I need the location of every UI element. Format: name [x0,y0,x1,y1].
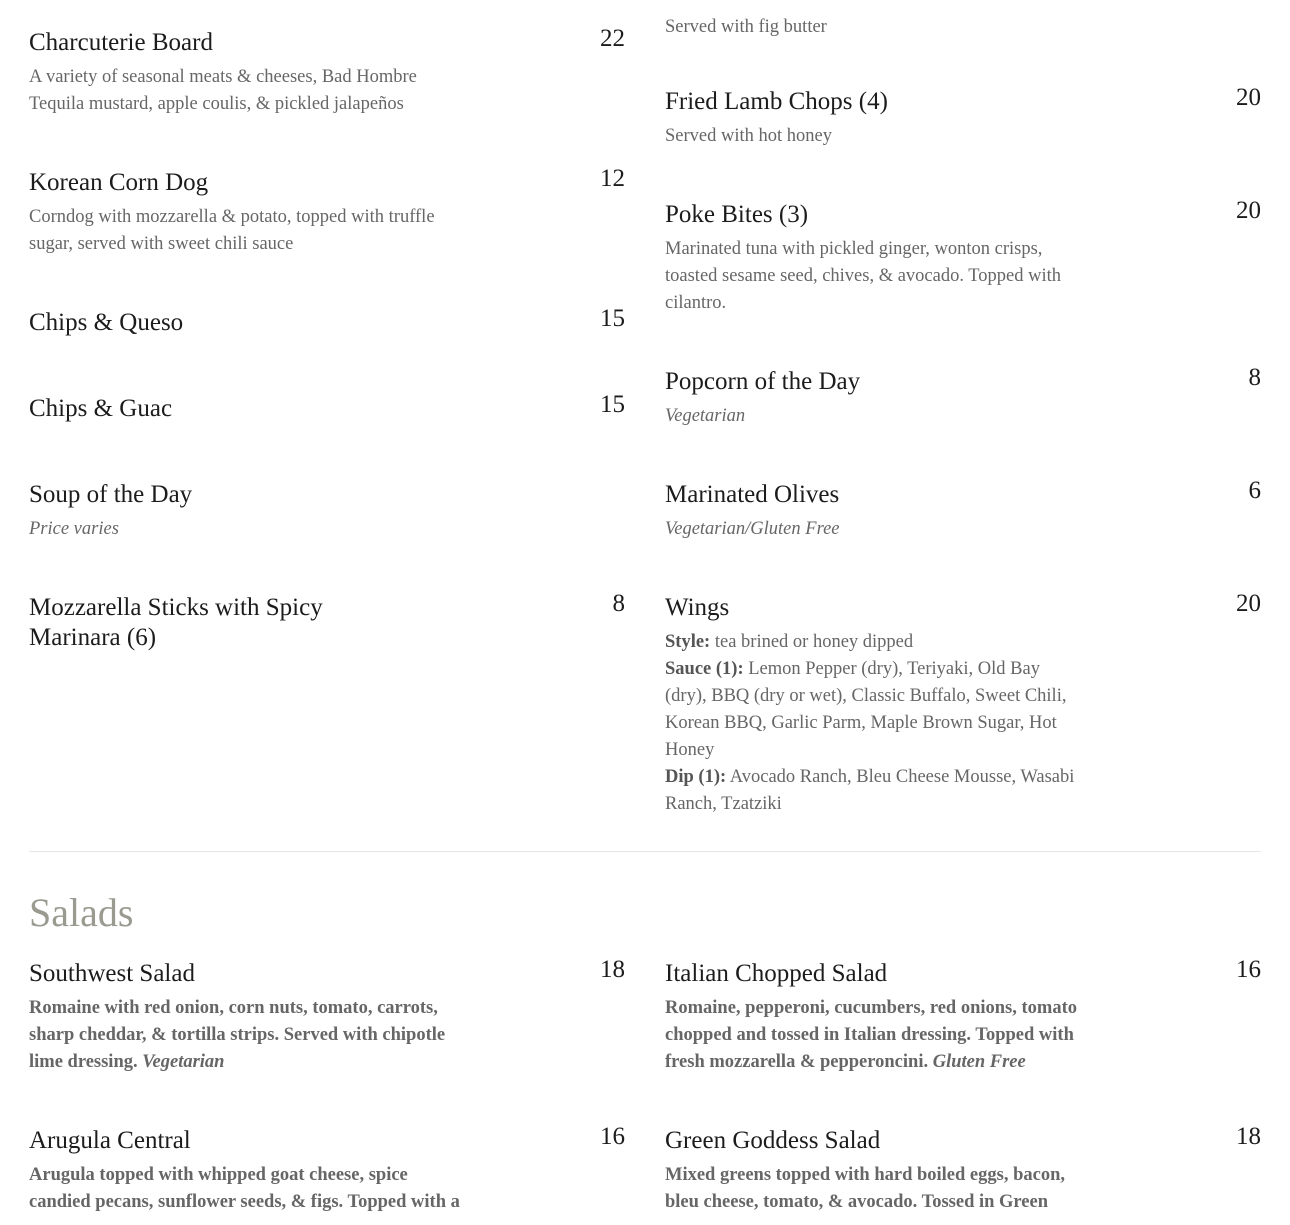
item-note: Price varies [29,519,119,539]
menu-item-marinated-olives [665,477,1261,543]
item-price: 20 [1236,84,1261,111]
wings-dip-text: Avocado Ranch, Bleu Cheese Mousse, Wasabi Ranch, Tzatziki [665,767,1075,814]
wings-sauce-label: Sauce (1): [665,659,744,679]
wings-dip [665,764,1085,818]
item-description: Mixed greens topped with hard boiled eggs, bacon, bleu cheese, tomato, & avocado. Tossed in Green [665,1165,1066,1212]
menu-item-arugula-central [29,1123,625,1216]
item-name: Arugula Central [29,1127,191,1154]
wings-dip-label: Dip (1): [665,767,727,787]
item-description-text: Romaine, pepperoni, cucumbers, red onions, tomato chopped and tossed in Italian dressing. Topped with fresh mozzarella & pepperoncini. [665,998,1077,1072]
item-price: 6 [1248,477,1261,504]
item-price: 16 [1236,956,1261,983]
item-price: 18 [1236,1123,1261,1150]
menu-item-green-goddess-salad [665,1123,1261,1216]
menu-item-korean-corn-dog [29,165,625,258]
menu-item-wings [665,590,1261,818]
item-note: Vegetarian/Gluten Free [665,519,840,539]
item-name: Chips & Guac [29,395,173,422]
item-price: 20 [1236,590,1261,617]
item-price: 12 [600,165,625,192]
item-price: 8 [1248,364,1261,391]
wings-style-label: Style: [665,632,711,652]
wings-style [665,629,1085,656]
menu-item-chips-queso [29,305,625,338]
item-name: Chips & Queso [29,309,184,336]
item-name: Green Goddess Salad [665,1127,881,1154]
item-dietary-tag: Vegetarian [142,1052,225,1072]
wings-style-text: tea brined or honey dipped [710,632,914,652]
item-name: Wings [665,594,730,621]
menu-item-southwest-salad [29,956,625,1076]
item-name: Marinated Olives [665,481,840,508]
item-description: Arugula topped with whipped goat cheese, spice candied pecans, sunflower seeds, & figs. Topped with a [29,1165,460,1212]
menu-item-charcuterie-board [29,25,625,118]
item-description: A variety of seasonal meats & cheeses, Bad Hombre Tequila mustard, apple coulis, & pickled jalapeños [29,67,417,114]
item-price: 18 [600,956,625,983]
item-name: Southwest Salad [29,960,195,987]
item-note: Vegetarian [665,406,746,426]
item-name: Popcorn of the Day [665,368,861,395]
item-name: Poke Bites (3) [665,201,809,228]
section-title-salads: Salads [29,890,134,935]
menu-item-mozzarella-sticks [29,590,625,653]
item-price: 15 [600,391,625,418]
item-dietary-tag: Gluten Free [932,1052,1026,1072]
item-description [665,995,1090,1076]
item-description: Served with hot honey [665,126,832,146]
item-price: 15 [600,305,625,332]
item-price: 16 [600,1123,625,1150]
wings-options [665,629,1085,818]
item-price: 20 [1236,197,1261,224]
menu-item-soup-of-the-day [29,480,625,543]
wings-sauce-text: Lemon Pepper (dry), Teriyaki, Old Bay (dry), BBQ (dry or wet), Classic Buffalo, Sweet Chili, Korean BBQ, Garlic Parm, Maple Brown Sugar, Hot Honey [665,659,1067,760]
menu-item-fried-lamb-chops [665,84,1261,150]
item-name: Soup of the Day [29,481,193,508]
menu-item-italian-chopped-salad [665,956,1261,1076]
item-name: Italian Chopped Salad [665,960,888,987]
item-name: Mozzarella Sticks with Spicy Marinara (6) [29,594,323,651]
item-name: Fried Lamb Chops (4) [665,88,888,115]
menu-item-poke-bites [665,197,1261,317]
wings-sauce [665,656,1085,764]
item-description: Marinated tuna with pickled ginger, wonton crisps, toasted sesame seed, chives, & avocado. Topped with cilantro. [665,239,1062,313]
item-name: Charcuterie Board [29,29,213,56]
section-divider [29,851,1261,852]
item-price: 22 [600,25,625,52]
item-description [29,995,454,1076]
item-description-text: Romaine with red onion, corn nuts, tomato, carrots, sharp cheddar, & tortilla strips. Served with chipotle lime dressing. [29,998,446,1072]
menu-item-chips-guac [29,391,625,424]
item-price: 8 [612,590,625,617]
item-name: Korean Corn Dog [29,169,209,196]
item-description: Served with fig butter [665,17,827,37]
menu-item-popcorn-of-the-day [665,364,1261,430]
item-description: Corndog with mozzarella & potato, topped with truffle sugar, served with sweet chili sauce [29,207,435,254]
